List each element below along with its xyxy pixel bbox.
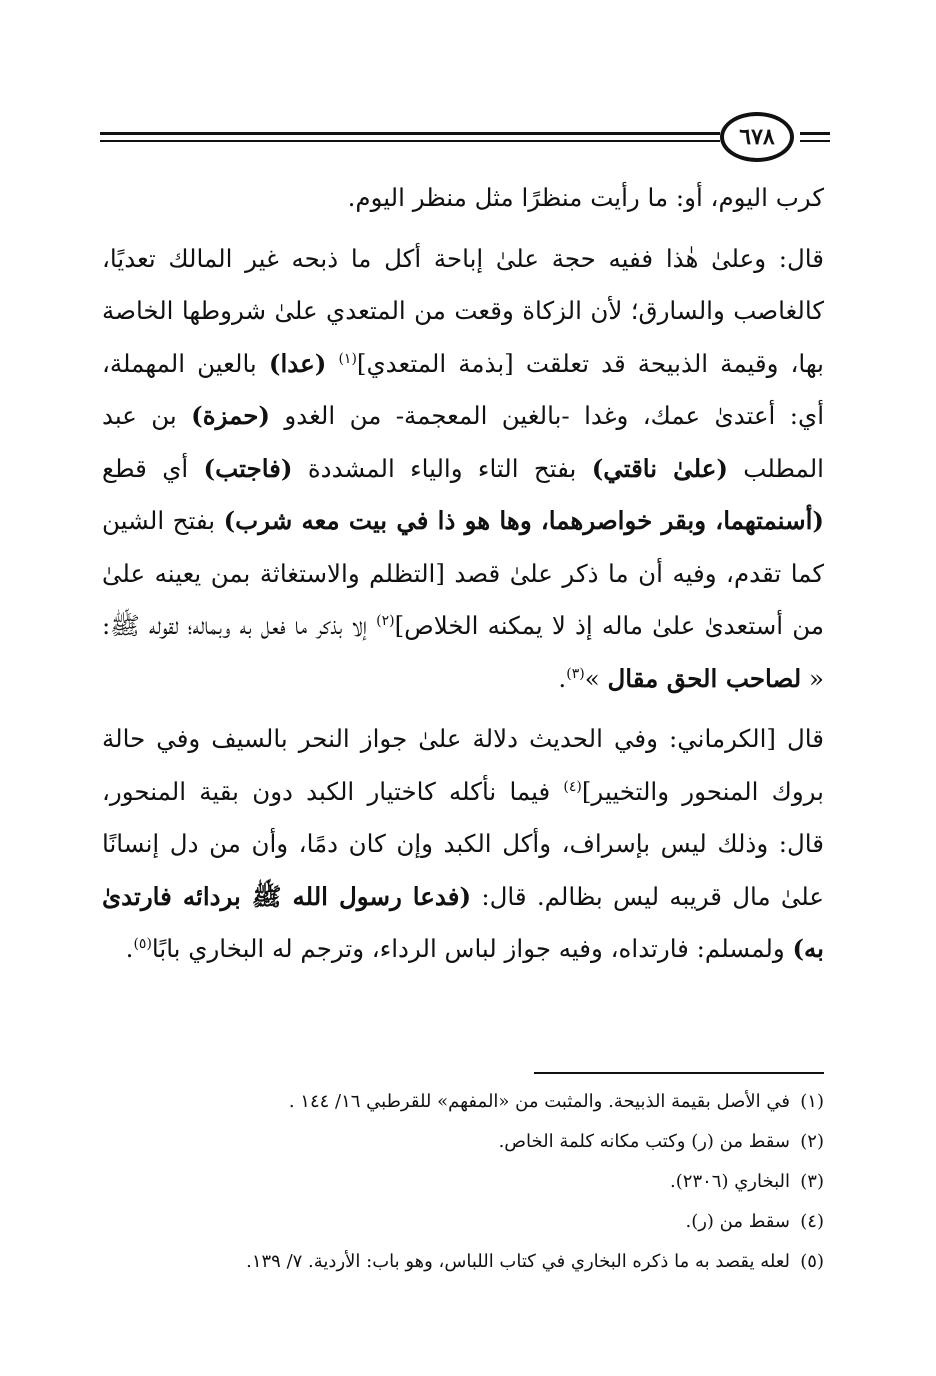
footnote-text: لعله يقصد به ما ذكره البخاري في كتاب اللباس، وهو باب: الأردية. ٧/ ١٣٩. — [246, 1251, 790, 1272]
footnote-number: (٣) — [800, 1171, 824, 1192]
paragraph — [102, 233, 824, 706]
bold-quote: (فدعا رسول الله ﷺ بردائه فارتدىٰ به) — [102, 881, 824, 963]
footnote-marker: (٣) — [566, 665, 585, 682]
header-rule-tail-top — [800, 132, 830, 135]
footnote — [102, 1082, 824, 1122]
footnote-marker: (٥) — [133, 935, 152, 952]
footnote-number: (٢) — [800, 1131, 824, 1152]
footnote-number: (١) — [800, 1091, 824, 1112]
text-run: بفتح التاء والياء المشددة — [292, 453, 592, 483]
footnote-number: (٥) — [800, 1251, 824, 1272]
text-run: بن عبد المطلب — [102, 401, 824, 483]
text-run: فيما نأكله كاختيار الكبد دون بقية المنحور، قال: وذلك ليس بإسراف، وأكل الكبد وإن كان دمًا، وأن من دل إنسانًا علىٰ مال قريبه ليس بظالم. قال: — [102, 776, 824, 911]
footnote-marker: (٤) — [563, 778, 582, 795]
text-run: . — [558, 663, 567, 693]
header-rule-bottom — [100, 140, 720, 142]
paragraph — [102, 713, 824, 976]
bold-quote: (علىٰ ناقتي) — [591, 453, 728, 483]
footnote-number: (٤) — [800, 1211, 824, 1232]
footnote — [102, 1162, 824, 1202]
text-run: . — [125, 934, 134, 963]
footnote-text: سقط من (ر). — [685, 1211, 790, 1232]
bold-quote: (حمزة) — [191, 401, 270, 430]
paragraph — [102, 172, 824, 225]
footnote — [102, 1122, 824, 1162]
footnote-marker: (١) — [338, 350, 357, 367]
page-number: ٦٧٨ — [720, 112, 794, 162]
text-run: أي قطع — [102, 453, 204, 483]
footnote-text: سقط من (ر) وكتب مكانه كلمة الخاص. — [498, 1131, 790, 1152]
footnote-text: في الأصل بقيمة الذبيحة. والمثبت من «المفهم» للقرطبي ١٦/ ١٤٤ . — [288, 1091, 790, 1112]
text-run: ولمسلم: فارتداه، وفيه جواز لباس الرداء، وترجم له البخاري بابًا — [151, 934, 793, 963]
bold-quote: (فاجتب) — [203, 453, 293, 483]
text-run — [326, 349, 338, 378]
bold-quote: (عدا) — [268, 348, 327, 378]
footnote-separator — [534, 1072, 824, 1074]
header-rule-tail-bottom — [800, 140, 830, 142]
footnote-text: البخاري (٢٣٠٦). — [670, 1171, 790, 1192]
text-run: قال [الكرماني: وفي الحديث دلالة علىٰ جواز النحر بالسيف وفي حالة بروك المنحور والتخيير] — [102, 724, 824, 806]
footnotes — [102, 1082, 824, 1282]
footnote — [102, 1242, 824, 1282]
text-run: قال: وعلىٰ هٰذا ففيه حجة علىٰ إباحة أكل ما ذبحه غير المالك تعديًا، كالغاصب والسارق؛ لأن الزكاة وقعت من المتعدي علىٰ شروطها الخاصة بها، وقيمة الذبيحة قد تعلقت [بذمة المتعدي] — [102, 243, 824, 378]
text-run: بالعين المهملة، أي: أعتدىٰ عمك، وغدا -بالغين المعجمة- من الغدو — [102, 348, 824, 430]
main-text — [102, 172, 824, 976]
footnote-marker: (٢) — [376, 612, 395, 629]
header-rule-top — [100, 132, 720, 135]
text-run: بفتح الشين كما تقدم، وفيه أن ما ذكر علىٰ قصد [التظلم والاستغاثة بمن يعينه علىٰ من أستعدىٰ علىٰ ماله إذ لا يمكنه الخلاص] — [102, 506, 824, 640]
bold-quote: لصاحب الحق مقال — [607, 663, 802, 693]
text-run: كرب اليوم، أو: ما رأيت منظرًا مثل منظر اليوم. — [347, 183, 824, 212]
page-header — [100, 118, 830, 170]
text-run: إلا بذكر ما فعل به وبماله؛ لقوله ﷺ: « — [102, 611, 824, 693]
footnote — [102, 1202, 824, 1242]
bold-quote: (أسنمتهما، وبقر خواصرهما، وها هو ذا في بيت معه شرب) — [223, 506, 824, 535]
text-run: » — [584, 663, 608, 693]
